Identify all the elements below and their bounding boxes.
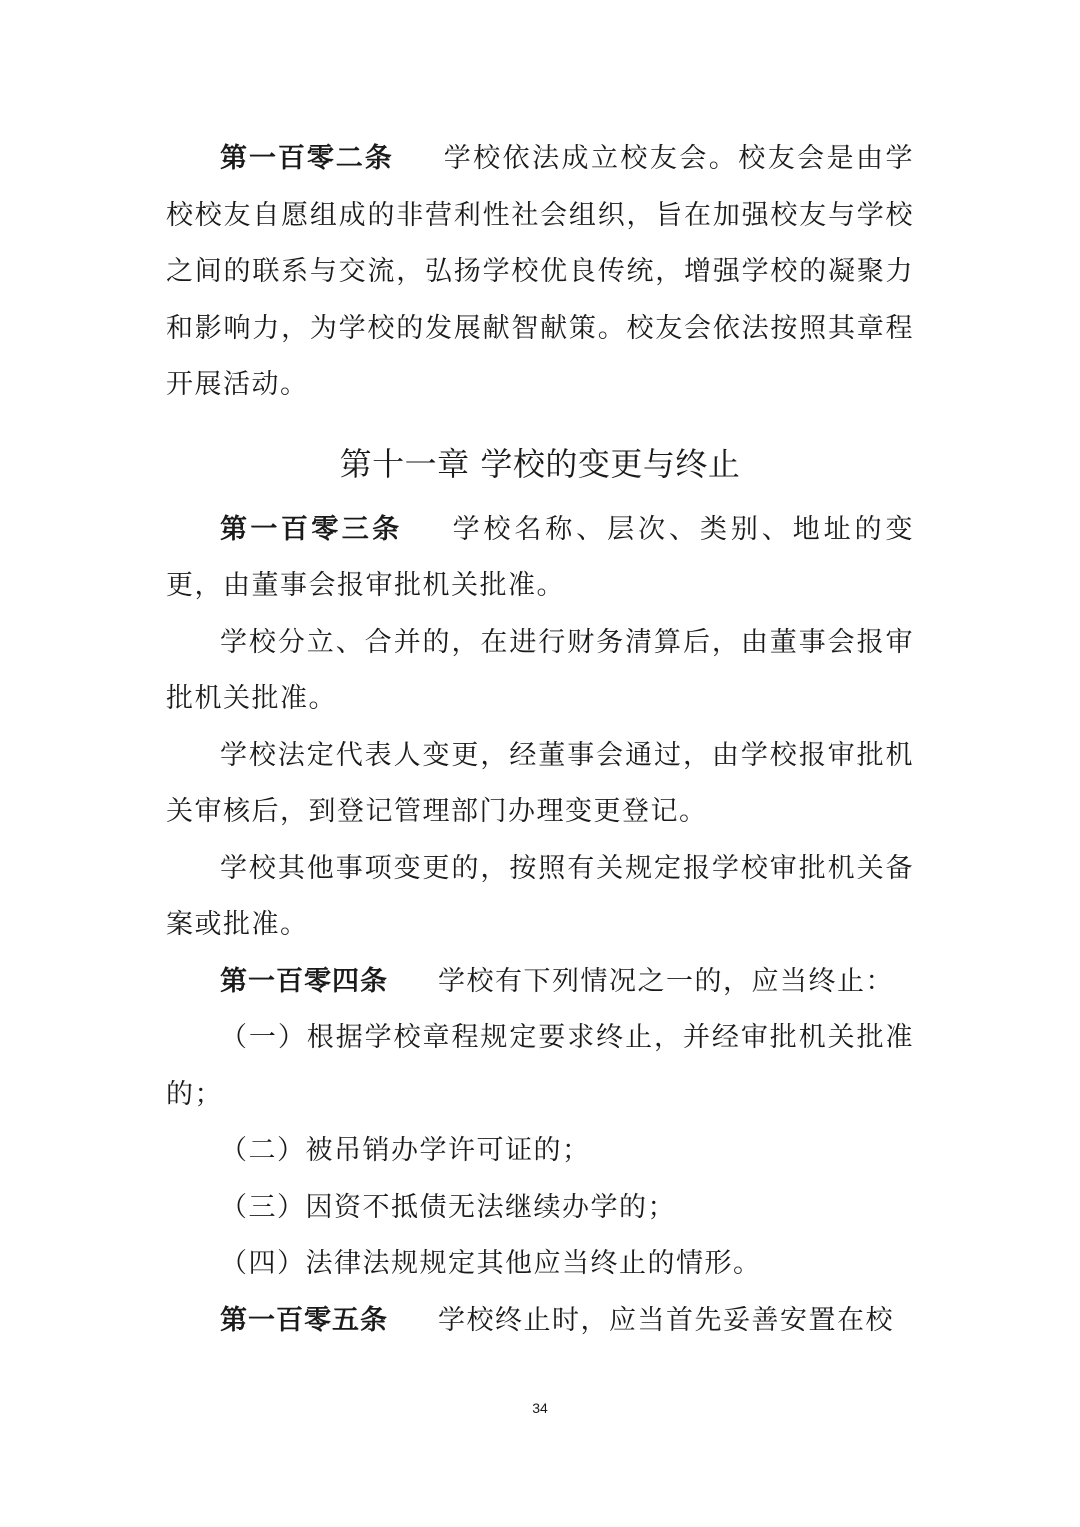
document-body	[166, 131, 914, 1349]
article-102-label: 第一百零二条	[220, 143, 394, 174]
article-105-text: 学校终止时，应当首先妥善安置在校	[438, 1304, 894, 1336]
article-103	[166, 502, 914, 615]
article-105	[166, 1293, 914, 1350]
chapter-11-title: 第十一章 学校的变更与终止	[339, 444, 741, 483]
article-103-label: 第一百零三条	[220, 513, 403, 545]
article-104-item-2: （二）被吊销办学许可证的；	[220, 1135, 591, 1166]
article-104-text: 学校有下列情况之一的，应当终止：	[438, 965, 894, 997]
article-102	[166, 131, 914, 414]
article-103-text: 学校名称、层次、类别、地址的变更，由董事会报审批机关批准。	[166, 513, 915, 601]
article-104-item-4: （四）法律法规规定其他应当终止的情形。	[220, 1248, 762, 1279]
article-103-paragraph-3: 学校法定代表人变更，经董事会通过，由学校报审批机关审核后，到登记管理部门办理变更登记。	[166, 739, 914, 827]
article-102-text: 学校依法成立校友会。校友会是由学校校友自愿组成的非营利性社会组织，旨在加强校友与学校之间的联系与交流，弘扬学校优良传统，增强学校的凝聚力和影响力，为学校的发展献智献策。校友会依法按照其章程开展活动。	[166, 143, 915, 400]
article-104	[166, 954, 914, 1011]
article-105-label: 第一百零五条	[220, 1304, 388, 1336]
article-104-label: 第一百零四条	[220, 965, 388, 997]
article-103-paragraph-2: 学校分立、合并的，在进行财务清算后，由董事会报审批机关批准。	[166, 626, 914, 714]
page-number: 34	[532, 1400, 548, 1416]
article-103-paragraph-4: 学校其他事项变更的，按照有关规定报学校审批机关备案或批准。	[166, 852, 914, 940]
article-104-item-3: （三）因资不抵债无法继续办学的；	[220, 1191, 676, 1223]
article-104-item-1: （一）根据学校章程规定要求终止，并经审批机关批准的；	[166, 1022, 914, 1110]
